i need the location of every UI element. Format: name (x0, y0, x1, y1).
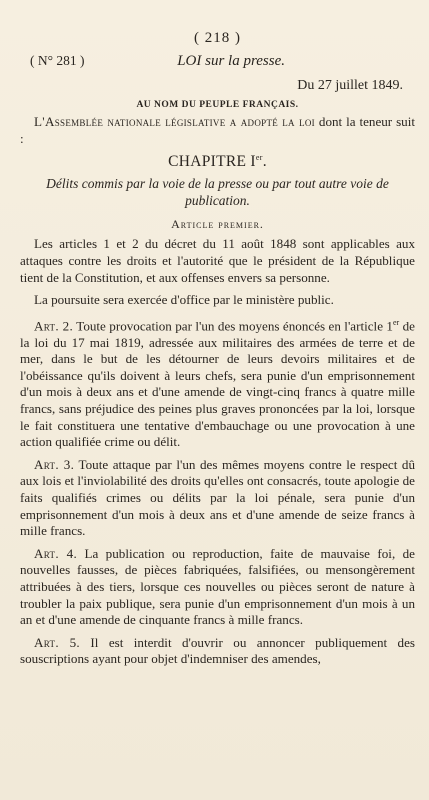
article-text: La publication ou reproduction, faite de mauvaise foi, de nouvelles fausses, de pièces fabriquées, falsifiées, ou mensongèrement attribuées à des tiers, lorsque ces nouvelles ou pièces seront de nature à troubler la paix publique, sera punie d'un emprisonnement d'un mois à un an et d'une amende de cinquante francs à mille francs. (20, 545, 415, 628)
law-title: LOI sur la presse. (177, 53, 285, 69)
article-label: Art. 3. (34, 456, 75, 472)
chapter-title-sup: er (255, 153, 263, 163)
page-number: ( 218 ) (194, 30, 241, 46)
chapter-title-text: CHAPITRE I (168, 153, 256, 171)
law-header (20, 53, 415, 70)
article-text: Il est interdit d'ouvrir ou annoncer publiquement des souscriptions ayant pour objet d'indemniser des amendes, (20, 634, 415, 667)
preamble-lead: L'Assemblée nationale législative a adopté la loi (34, 114, 315, 129)
law-number: ( N° 281 ) (30, 53, 85, 68)
article-text-cont: de la loi du 17 mai 1819, adressée aux militaires des armées de terre et de mer, dans le but de les détourner de leurs devoirs militaires et de l'obéissance qu'ils doivent à leurs chefs, sera punie d'un emprisonnement d'un mois à deux ans et d'une amende de vingt-cinq francs à quatre mille francs, sans préjudice des peines plus graves prononcées par la loi, lorsque le fait constituera une tentative d'embauchage ou une provocation à une action qualifiée crime ou délit. (20, 318, 415, 450)
article-label: Art. 4. (34, 545, 78, 561)
article-2 (20, 315, 415, 451)
article-premier-text: Les articles 1 et 2 du décret du 11 août 1848 sont applicables aux attaques contre les droits et l'autorité que le président de la République tient de la Constitution, et aux offenses envers sa personne. (20, 236, 415, 285)
law-date: Du 27 juillet 1849. (297, 78, 403, 93)
article-label: Art. 2. (34, 318, 74, 334)
article-5 (20, 635, 415, 668)
article-label: Art. 5. (34, 634, 81, 650)
article-sup: er (392, 317, 400, 327)
preamble-heading: AU NOM DU PEUPLE FRANÇAIS. (136, 100, 299, 110)
chapter-title-end: . (262, 153, 267, 171)
article-4 (20, 546, 415, 629)
preamble-text (20, 114, 415, 147)
article-premier-text-2: La poursuite sera exercée d'office par le ministère public. (34, 292, 334, 308)
chapter-subtitle: Délits commis par la voie de la presse ou par tout autre voie de publication. (46, 176, 389, 209)
preamble-tail: dont la teneur suit : (20, 114, 415, 146)
chapter-title (20, 153, 415, 171)
article-text: Toute attaque par l'un des mêmes moyens contre le respect dû aux lois et l'inviolabilité des droits qu'elles ont consacrés, toute apologie de faits qualifiés crimes ou délits par la loi pénale, sera punie d'un emprisonnement d'un mois à deux ans et d'une amende de seize francs à mille francs. (20, 456, 415, 539)
article-text: Toute provocation par l'un des moyens énoncés en l'article 1 (76, 318, 393, 334)
article-3 (20, 457, 415, 540)
article-premier-heading: Article premier. (171, 217, 264, 232)
